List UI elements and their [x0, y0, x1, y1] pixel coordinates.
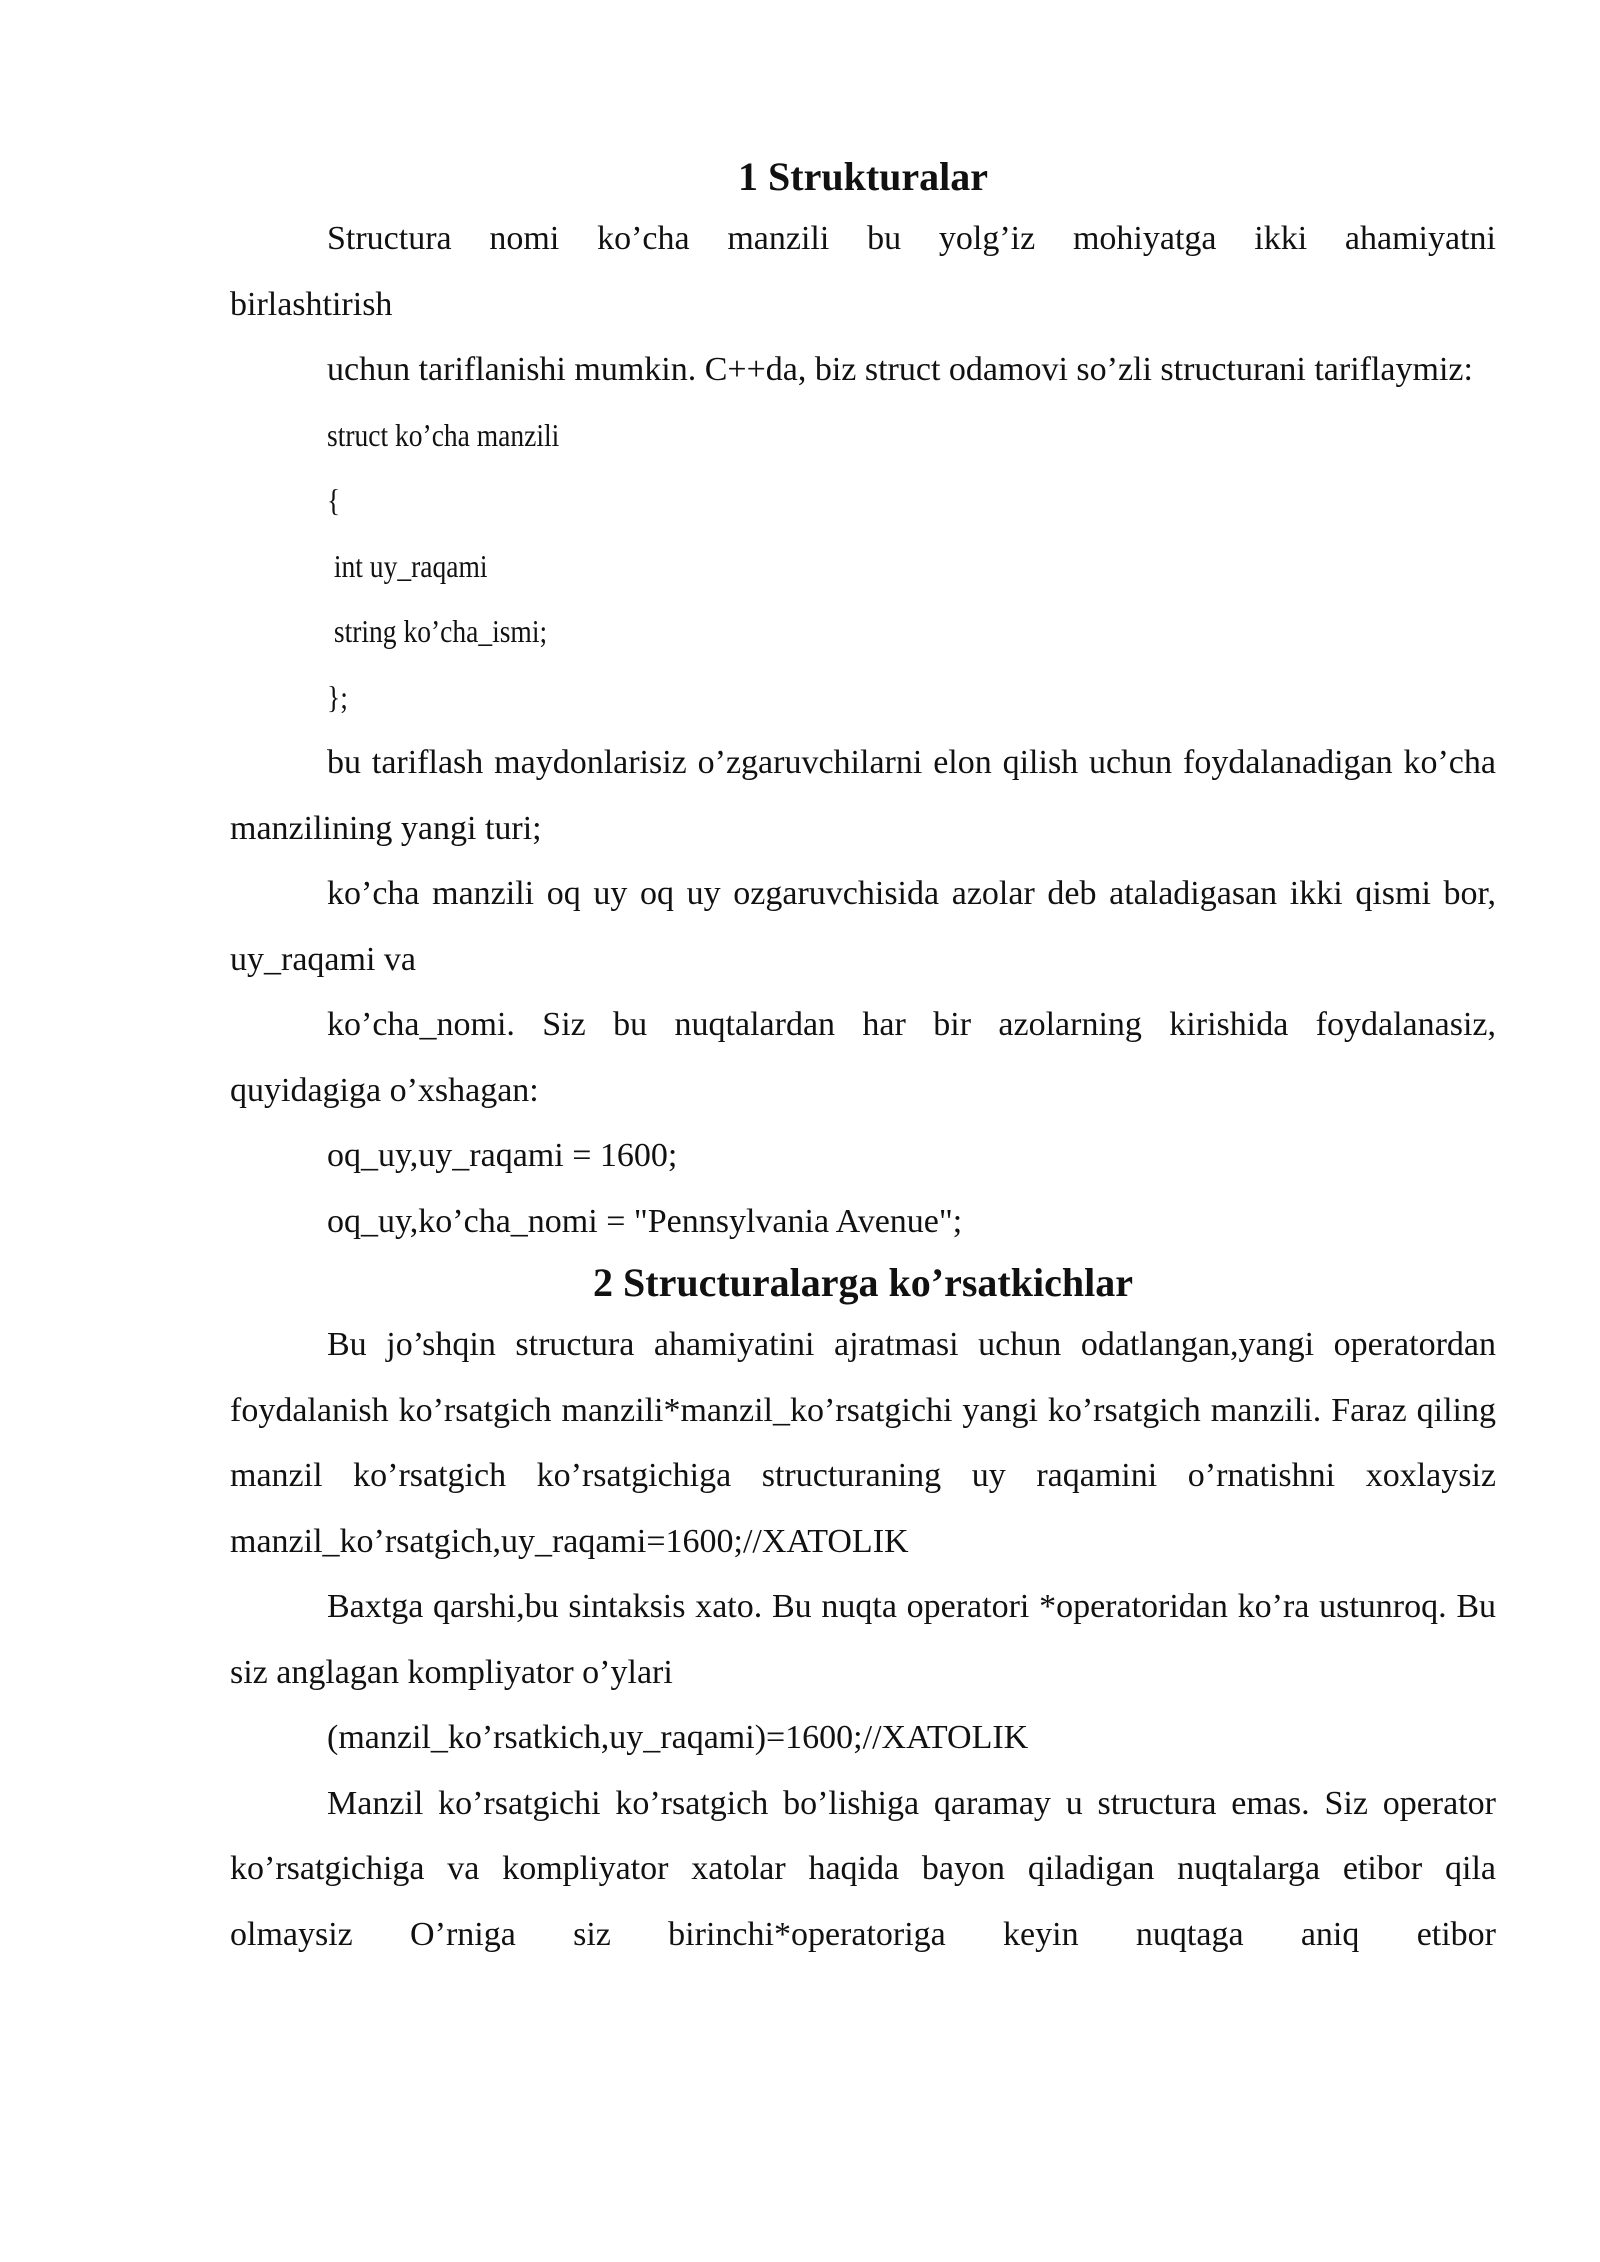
section-1-heading: 1 Strukturalar [738, 154, 988, 199]
section-1-paragraph-2: uchun tariflanishi mumkin. C++da, biz struct odamovi so’zli structurani tariflaymiz: [327, 351, 1473, 388]
code-line-3: int uy_raqami [327, 547, 488, 584]
document-page [230, 148, 1496, 1967]
section-2-heading: 2 Structuralarga ko’rsatkichlar [593, 1260, 1133, 1305]
code-line-2: { [327, 482, 341, 518]
section-1-paragraph-1-line-2: birlashtirish [230, 285, 393, 323]
section-1-example-2: oq_uy,ko’cha_nomi = "Pennsylvania Avenue"; [327, 1202, 963, 1240]
section-1-paragraph-5: ko’cha_nomi. Siz bu nuqtalardan har bir azolarning kirishida foydalanasiz, quyidagiga o’xshagan: [230, 1006, 1496, 1109]
section-1-paragraph-3: bu tariflash maydonlarisiz o’zgaruvchilarni elon qilish uchun foydalanadigan ko’cha manzilining yangi turi; [230, 744, 1496, 847]
section-2-paragraph-2: Baxtga qarshi,bu sintaksis xato. Bu nuqta operatori *operatoridan ko’ra ustunroq. Bu siz anglagan kompliyator o’ylari [230, 1588, 1496, 1691]
code-line-5: }; [327, 678, 348, 715]
section-2-paragraph-3: Manzil ko’rsatgichi ko’rsatgich bo’lishiga qaramay u structura emas. Siz operator ko’rsatgichiga va kompliyator xatolar haqida bayon qiladigan nuqtalarga etibor qila olmaysiz O’rniga siz birinchi*operatoriga keyin nuqtaga aniq etibor [230, 1784, 1496, 1953]
section-2-example: (manzil_ko’rsatkich,uy_raqami)=1600;//XATOLIK [327, 1719, 1029, 1756]
section-1-paragraph-1-line-1: Structura nomi ko’cha manzili bu yolg’iz mohiyatga ikki ahamiyatni [327, 220, 1496, 257]
section-1-example-1: oq_uy,uy_raqami = 1600; [327, 1137, 678, 1174]
section-1-paragraph-4: ko’cha manzili oq uy oq uy ozgaruvchisida azolar deb ataladigasan ikki qismi bor, uy_raqami va [230, 875, 1496, 978]
code-line-1: struct ko’cha manzili [327, 416, 560, 453]
section-2-paragraph-1: Bu jo’shqin structura ahamiyatini ajratmasi uchun odatlangan,yangi operatordan foydalanish ko’rsatgich manzili*manzil_ko’rsatgichi yangi ko’rsatgich manzili. Faraz qiling manzil ko’rsatgich ko’rsatgichiga structuraning uy raqamini o’rnatishni xoxlaysiz manzil_ko’rsatgich,uy_raqami=1600;//XATOLIK [230, 1326, 1496, 1560]
code-line-4: string ko’cha_ismi; [327, 613, 548, 649]
